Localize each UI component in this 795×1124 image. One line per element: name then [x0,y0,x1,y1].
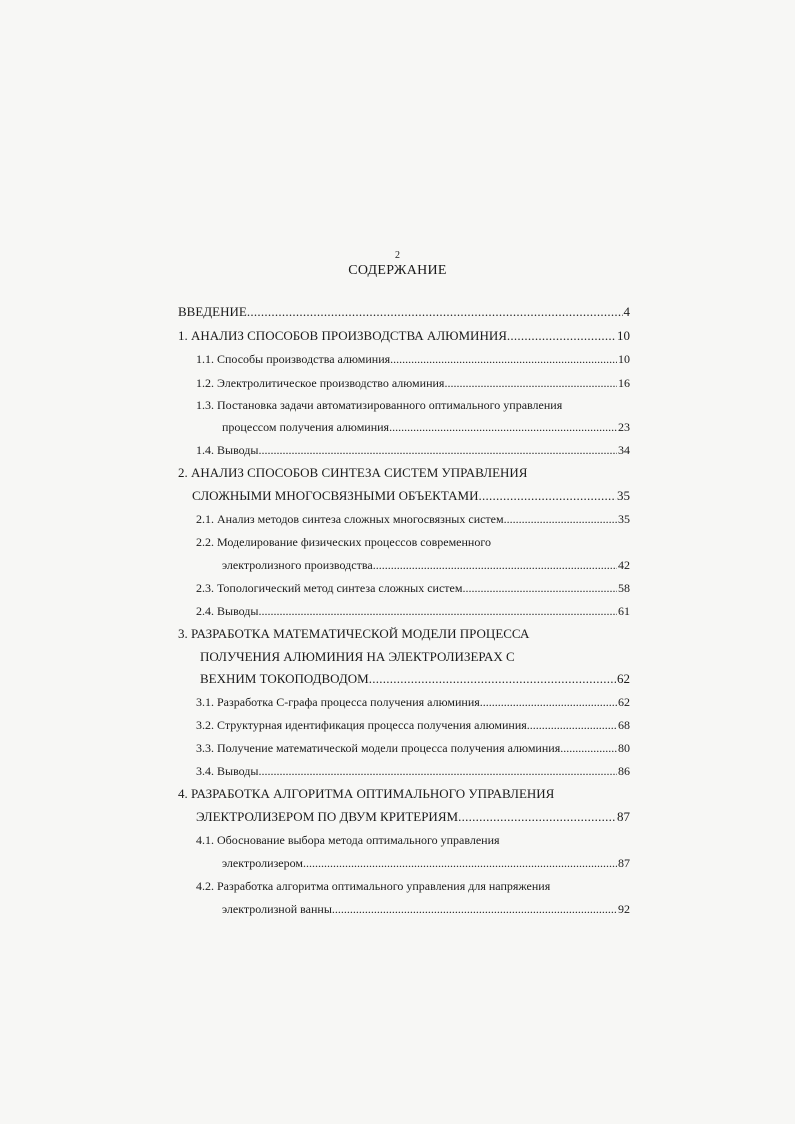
toc-leader [527,715,617,735]
toc-entry-section-2-3 [196,578,630,598]
toc-page-number: 4 [623,304,630,319]
toc-entry-text: 1.4. Выводы [196,443,259,457]
toc-leader [303,853,617,873]
toc-leader [369,669,616,689]
toc-entry-chapter-4 [196,807,630,827]
toc-entry-section-3-2 [196,715,630,735]
toc-page-number: 86 [618,764,630,778]
toc-leader [332,899,617,919]
toc-leader [444,373,617,393]
toc-entry-text: ВЕХНИМ ТОКОПОДВОДОМ [200,671,369,686]
toc-entry-text: электролизером [222,856,303,870]
toc-entry-section-2-4 [196,601,630,621]
toc-page-number: 92 [618,902,630,916]
toc-entry-text: 3.4. Выводы [196,764,259,778]
toc-page-number: 58 [618,581,630,595]
toc-page-number: 34 [618,443,630,457]
toc-page-number: 10 [617,328,630,343]
toc-entry-chapter-1 [178,326,630,346]
toc-entry-text: ЭЛЕКТРОЛИЗЕРОМ ПО ДВУМ КРИТЕРИЯМ [196,809,459,824]
toc-entry-section-4-2-line-1: 4.2. Разработка алгоритма оптимального управления для напряжения [196,879,551,893]
toc-entry-text: электролизной ванны [222,902,332,916]
toc-entry-text: 2.4. Выводы [196,604,259,618]
toc-leader [247,302,623,322]
toc-entry-text: 1.1. Способы производства алюминия [196,352,391,366]
toc-entry-chapter-3 [200,669,630,689]
toc-page-number: 23 [618,420,630,434]
toc-leader [462,578,617,598]
toc-leader [504,509,617,529]
toc-entry-section-2-2 [222,555,630,575]
toc-page-number: 16 [618,376,630,390]
toc-entry-section-3-3 [196,738,630,758]
toc-entry-text: СЛОЖНЫМИ МНОГОСВЯЗНЫМИ ОБЪЕКТАМИ [192,488,479,503]
toc-entry-intro [178,302,630,322]
toc-leader [478,486,616,506]
toc-entry-text: 3.2. Структурная идентификация процесса получения алюминия [196,718,527,732]
toc-entry-text: 3.3. Получение математической модели процесса получения алюминия [196,741,561,755]
toc-page-number: 35 [618,512,630,526]
toc-entry-section-3-4 [196,761,630,781]
toc-page-number: 87 [617,809,630,824]
toc-entry-text: 1. АНАЛИЗ СПОСОБОВ ПРОИЗВОДСТВА АЛЮМИНИЯ [178,328,507,343]
toc-entry-section-4-1-line-1: 4.1. Обоснование выбора метода оптимального управления [196,833,500,847]
toc-entry-chapter-4-line-1: 4. РАЗРАБОТКА АЛГОРИТМА ОПТИМАЛЬНОГО УПРАВЛЕНИЯ [178,786,555,801]
toc-entry-section-3-1 [196,692,630,712]
toc-entry-section-1-3 [222,417,630,437]
toc-entry-text: ВВЕДЕНИЕ [178,304,247,319]
toc-entry-section-1-1 [196,349,630,369]
toc-entry-section-1-2 [196,373,630,393]
toc-entry-section-4-1 [222,853,630,873]
toc-entry-text: 2.1. Анализ методов синтеза сложных многосвязных систем [196,512,504,526]
toc-entry-chapter-2-line-1: 2. АНАЛИЗ СПОСОБОВ СИНТЕЗА СИСТЕМ УПРАВЛЕНИЯ [178,465,528,480]
toc-page-number: 35 [617,488,630,503]
toc-page-number: 62 [617,671,630,686]
toc-page-number: 80 [618,741,630,755]
page-number: 2 [395,250,400,261]
toc-page-number: 62 [618,695,630,709]
toc-page-number: 87 [618,856,630,870]
toc-entry-text: электролизного производства [222,558,373,572]
toc-leader [390,349,617,369]
toc-leader [373,555,617,575]
toc-page-number: 68 [618,718,630,732]
toc-leader [258,601,617,621]
toc-entry-section-2-2-line-1: 2.2. Моделирование физических процессов современного [196,535,491,549]
toc-entry-section-2-1 [196,509,630,529]
toc-leader [389,417,617,437]
toc-entry-section-4-2 [222,899,630,919]
page-title: СОДЕРЖАНИЕ [348,263,447,278]
toc-entry-section-1-4 [196,440,630,460]
toc-entry-section-1-3-line-1: 1.3. Постановка задачи автоматизированного оптимального управления [196,398,563,412]
toc-leader [258,440,617,460]
toc-page-number: 61 [618,604,630,618]
toc-page-number: 10 [618,352,630,366]
toc-page-number: 42 [618,558,630,572]
toc-leader [507,326,616,346]
toc-leader [458,807,616,827]
toc-entry-chapter-2 [192,486,630,506]
toc-entry-chapter-3-line-2: ПОЛУЧЕНИЯ АЛЮМИНИЯ НА ЭЛЕКТРОЛИЗЕРАХ С [200,649,515,664]
toc-leader [480,692,617,712]
toc-entry-text: 1.2. Электролитическое производство алюминия [196,376,445,390]
toc-entry-text: 3.1. Разработка С-графа процесса получения алюминия [196,695,480,709]
toc-entry-text: 2.3. Топологический метод синтеза сложных систем [196,581,463,595]
toc-leader [560,738,617,758]
toc-entry-chapter-3-line-1: 3. РАЗРАБОТКА МАТЕМАТИЧЕСКОЙ МОДЕЛИ ПРОЦЕССА [178,626,530,641]
toc-leader [258,761,617,781]
toc-entry-text: процессом получения алюминия [222,420,390,434]
